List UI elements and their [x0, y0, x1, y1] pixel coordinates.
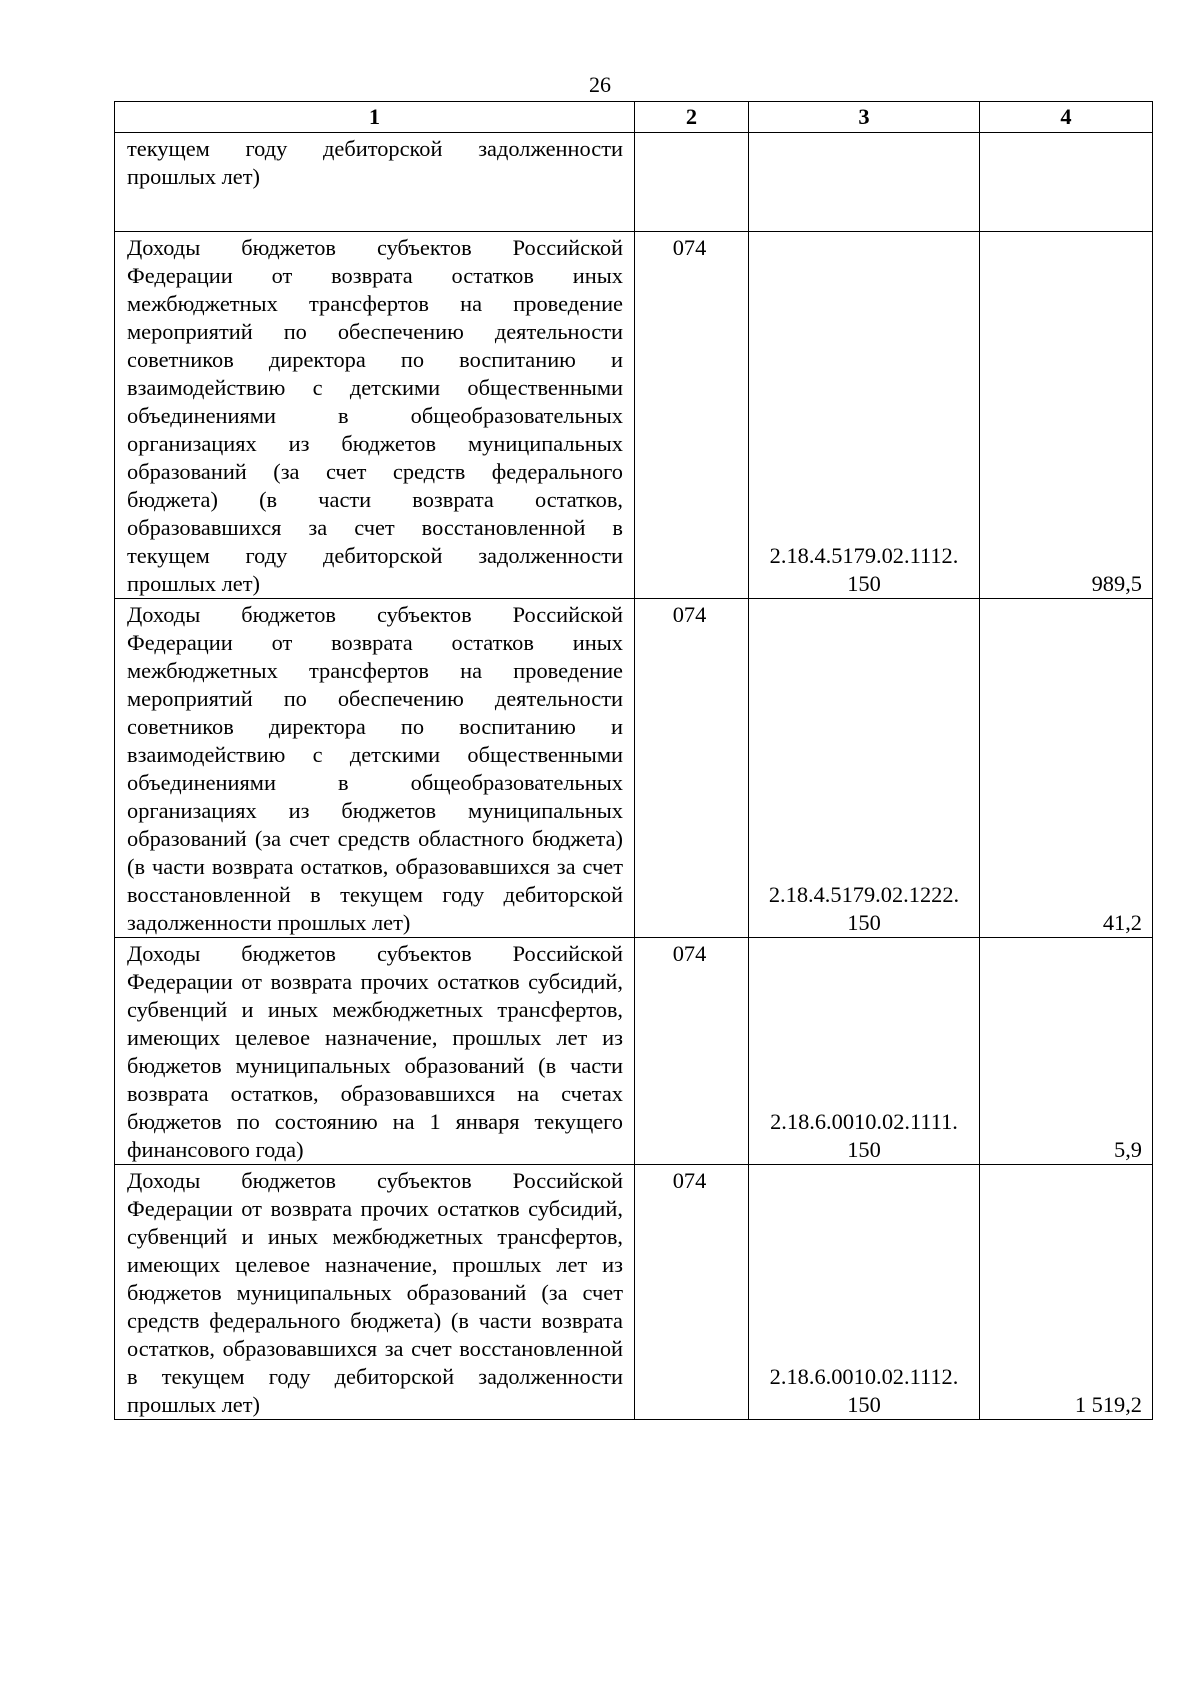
table-row — [115, 232, 1153, 599]
header-col-1: 1 — [115, 102, 635, 133]
row-budget-code-line2: 150 — [847, 1392, 881, 1417]
header-col-2: 2 — [635, 102, 749, 133]
row-budget-code-line2: 150 — [847, 910, 881, 935]
row-amount — [980, 133, 1153, 232]
row-amount: 989,5 — [980, 232, 1153, 599]
table-row — [115, 938, 1153, 1165]
row-description: Доходы бюджетов субъектов Российской Федерации от возврата остатков иных межбюджетных трансфертов на проведение мероприятий по обеспечению деятельности советников директора по воспитанию и взаимодействию с детскими общественными объединениями в общеобразовательных организациях из бюджетов муниципальных образований (за счет средств федерального бюджета) (в части возврата остатков, образовавшихся за счет восстановленной в текущем году дебиторской задолженности прошлых лет) — [115, 232, 635, 599]
row-admin-code: 074 — [635, 232, 749, 599]
page-number: 26 — [589, 72, 611, 97]
row-description: Доходы бюджетов субъектов Российской Федерации от возврата прочих остатков субсидий, субвенций и иных межбюджетных трансфертов, имеющих целевое назначение, прошлых лет из бюджетов муниципальных образований (в части возврата остатков, образовавшихся на счетах бюджетов по состоянию на 1 января текущего финансового года) — [115, 938, 635, 1165]
row-budget-code — [749, 1165, 980, 1420]
header-col-3: 3 — [749, 102, 980, 133]
row-admin-code: 074 — [635, 938, 749, 1165]
row-admin-code — [635, 133, 749, 232]
row-budget-code — [749, 232, 980, 599]
table-row — [115, 1165, 1153, 1420]
header-col-4: 4 — [980, 102, 1153, 133]
row-admin-code: 074 — [635, 1165, 749, 1420]
header-row — [115, 102, 1153, 133]
row-budget-code-line1: 2.18.4.5179.02.1222. — [768, 882, 960, 907]
table-row — [115, 133, 1153, 232]
row-amount: 5,9 — [980, 938, 1153, 1165]
row-description: Доходы бюджетов субъектов Российской Федерации от возврата прочих остатков субсидий, субвенций и иных межбюджетных трансфертов, имеющих целевое назначение, прошлых лет из бюджетов муниципальных образований (за счет средств федерального бюджета) (в части возврата остатков, образовавшихся за счет восстановленной в текущем году дебиторской задолженности прошлых лет) — [115, 1165, 635, 1420]
row-description: текущем году дебиторской задолженности прошлых лет) — [115, 133, 635, 232]
row-budget-code — [749, 599, 980, 938]
row-budget-code-line1: 2.18.6.0010.02.1111. — [770, 1109, 958, 1134]
row-budget-code-line1: 2.18.4.5179.02.1112. — [769, 543, 959, 568]
table-body — [115, 133, 1153, 1420]
row-description: Доходы бюджетов субъектов Российской Федерации от возврата остатков иных межбюджетных трансфертов на проведение мероприятий по обеспечению деятельности советников директора по воспитанию и взаимодействию с детскими общественными объединениями в общеобразовательных организациях из бюджетов муниципальных образований (за счет средств областного бюджета) (в части возврата остатков, образовавшихся за счет восстановленной в текущем году дебиторской задолженности прошлых лет) — [115, 599, 635, 938]
row-amount: 1 519,2 — [980, 1165, 1153, 1420]
row-amount: 41,2 — [980, 599, 1153, 938]
table-row — [115, 599, 1153, 938]
row-budget-code-line1: 2.18.6.0010.02.1112. — [769, 1364, 959, 1389]
row-budget-code — [749, 938, 980, 1165]
table-header — [115, 102, 1153, 133]
row-admin-code: 074 — [635, 599, 749, 938]
row-budget-code-line2: 150 — [847, 571, 881, 596]
row-budget-code-line2: 150 — [847, 1137, 881, 1162]
row-budget-code — [749, 133, 980, 232]
revenue-table — [114, 101, 1153, 1420]
